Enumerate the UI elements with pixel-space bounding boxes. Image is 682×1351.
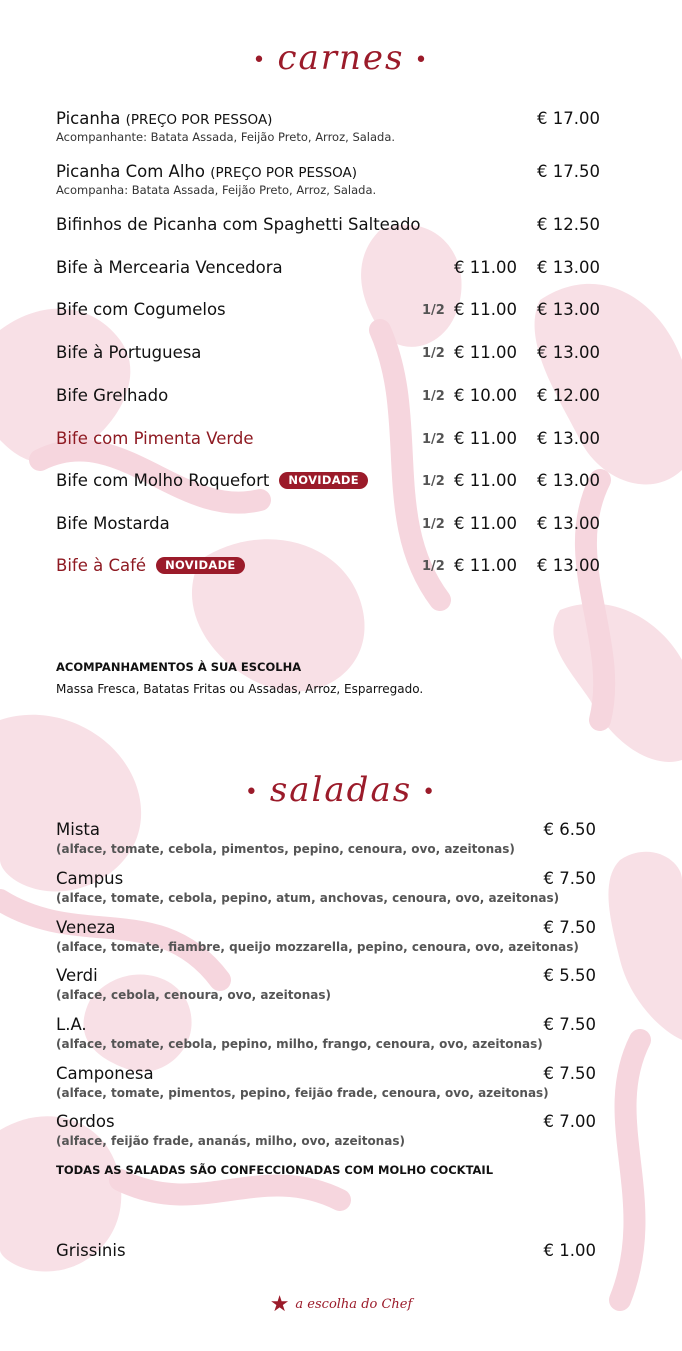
item-name: Bife Mostarda — [56, 514, 170, 533]
carnes-heading — [0, 38, 682, 78]
item-half-label: 1/2 — [422, 432, 445, 447]
accompaniments-heading: ACOMPANHAMENTOS À SUA ESCOLHA — [56, 660, 302, 674]
heading-dot-right: • — [414, 47, 430, 73]
heading-dot-left: • — [252, 47, 268, 73]
item-price: € 13.00 — [537, 556, 600, 575]
item-half-price: € 11.00 — [454, 556, 517, 575]
salad-item — [56, 966, 596, 1012]
item-price: € 13.00 — [537, 514, 600, 533]
menu-item — [56, 258, 616, 298]
salad-name: Campus — [56, 869, 124, 888]
item-price: € 13.00 — [537, 343, 600, 362]
menu-item — [56, 429, 616, 469]
salad-ingredients: (alface, tomate, cebola, pimentos, pepino, cenoura, ovo, azeitonas) — [56, 842, 515, 856]
item-half-label: 1/2 — [422, 389, 445, 404]
extra-item — [56, 1241, 596, 1287]
item-note: (PREÇO POR PESSOA) — [210, 165, 358, 181]
salad-price: € 7.50 — [543, 1015, 596, 1034]
item-half-label: 1/2 — [422, 346, 445, 361]
salad-item — [56, 869, 596, 915]
item-half-price: € 10.00 — [454, 386, 517, 405]
item-price: € 13.00 — [537, 300, 600, 319]
item-name: Bife com Pimenta Verde — [56, 429, 254, 448]
carnes-title: carnes — [277, 38, 405, 78]
menu-item — [56, 109, 616, 149]
item-half-label: 1/2 — [422, 517, 445, 532]
item-name: Bife com Cogumelos — [56, 300, 226, 319]
item-accompaniment: Acompanha: Batata Assada, Feijão Preto, Arroz, Salada. — [56, 183, 377, 197]
item-half-label: 1/2 — [422, 559, 445, 574]
salad-item — [56, 918, 596, 964]
item-accompaniment: Acompanhante: Batata Assada, Feijão Preto, Arroz, Salada. — [56, 130, 396, 144]
item-half-price: € 11.00 — [454, 471, 517, 490]
salad-ingredients: (alface, cebola, cenoura, ovo, azeitonas) — [56, 988, 331, 1002]
item-price: € 13.00 — [537, 471, 600, 490]
salad-item — [56, 1112, 596, 1158]
item-price: € 13.00 — [537, 429, 600, 448]
menu-item — [56, 386, 616, 426]
item-note: (PREÇO POR PESSOA) — [125, 112, 273, 128]
salad-name: Veneza — [56, 918, 116, 937]
item-price: € 17.00 — [537, 109, 600, 128]
item-half-price: € 11.00 — [454, 258, 517, 277]
menu-item — [56, 343, 616, 383]
salad-ingredients: (alface, tomate, pimentos, pepino, feijão frade, cenoura, ovo, azeitonas) — [56, 1086, 549, 1100]
menu-item — [56, 514, 616, 554]
item-name: Bife à Café NOVIDADE — [56, 556, 245, 575]
item-half-label: 1/2 — [422, 303, 445, 318]
item-name: Picanha Com Alho (PREÇO POR PESSOA) — [56, 162, 358, 181]
item-price: € 12.50 — [537, 215, 600, 234]
item-price: € 13.00 — [537, 258, 600, 277]
chef-choice-legend — [0, 1292, 682, 1317]
salad-price: € 7.50 — [543, 1064, 596, 1083]
star-icon: ★ — [269, 1292, 290, 1317]
item-name: Bife com Molho Roquefort NOVIDADE — [56, 471, 368, 490]
salad-ingredients: (alface, tomate, cebola, pepino, milho, frango, cenoura, ovo, azeitonas) — [56, 1037, 543, 1051]
salad-item — [56, 820, 596, 866]
salad-price: € 6.50 — [543, 820, 596, 839]
novidade-badge: NOVIDADE — [279, 472, 368, 489]
salad-dressing-note: TODAS AS SALADAS SÃO CONFECCIONADAS COM MOLHO COCKTAIL — [56, 1163, 494, 1177]
item-price: € 17.50 — [537, 162, 600, 181]
heading-dot-right: • — [422, 779, 438, 805]
salad-name: L.A. — [56, 1015, 87, 1034]
menu-item — [56, 300, 616, 340]
salad-item — [56, 1015, 596, 1061]
salad-price: € 7.50 — [543, 869, 596, 888]
item-price: € 12.00 — [537, 386, 600, 405]
salad-price: € 7.00 — [543, 1112, 596, 1131]
menu-item — [56, 556, 616, 596]
chef-legend-text: a escolha do Chef — [295, 1297, 413, 1312]
item-name: Bife à Portuguesa — [56, 343, 202, 362]
menu-item — [56, 162, 616, 202]
item-half-label: 1/2 — [422, 474, 445, 489]
salad-name: Gordos — [56, 1112, 115, 1131]
extra-name: Grissinis — [56, 1241, 126, 1260]
salad-price: € 7.50 — [543, 918, 596, 937]
saladas-heading — [0, 770, 682, 810]
salad-name: Mista — [56, 820, 100, 839]
item-half-price: € 11.00 — [454, 514, 517, 533]
saladas-title: saladas — [269, 770, 413, 810]
heading-dot-left: • — [244, 779, 260, 805]
novidade-badge: NOVIDADE — [156, 557, 245, 574]
salad-name: Verdi — [56, 966, 98, 985]
item-name: Bife à Mercearia Vencedora — [56, 258, 283, 277]
menu-item — [56, 471, 616, 511]
item-name: Picanha (PREÇO POR PESSOA) — [56, 109, 273, 128]
accompaniments-text: Massa Fresca, Batatas Fritas ou Assadas, Arroz, Esparregado. — [56, 682, 424, 696]
salad-ingredients: (alface, tomate, fiambre, queijo mozzarella, pepino, cenoura, ovo, azeitonas) — [56, 940, 579, 954]
item-half-price: € 11.00 — [454, 300, 517, 319]
item-name: Bife Grelhado — [56, 386, 169, 405]
salad-ingredients: (alface, feijão frade, ananás, milho, ovo, azeitonas) — [56, 1134, 405, 1148]
item-half-price: € 11.00 — [454, 343, 517, 362]
salad-price: € 5.50 — [543, 966, 596, 985]
salad-name: Camponesa — [56, 1064, 154, 1083]
salad-ingredients: (alface, tomate, cebola, pepino, atum, anchovas, cenoura, ovo, azeitonas) — [56, 891, 560, 905]
item-name: Bifinhos de Picanha com Spaghetti Salteado — [56, 215, 421, 234]
extra-price: € 1.00 — [543, 1241, 596, 1260]
menu-item — [56, 215, 616, 255]
item-half-price: € 11.00 — [454, 429, 517, 448]
salad-item — [56, 1064, 596, 1110]
